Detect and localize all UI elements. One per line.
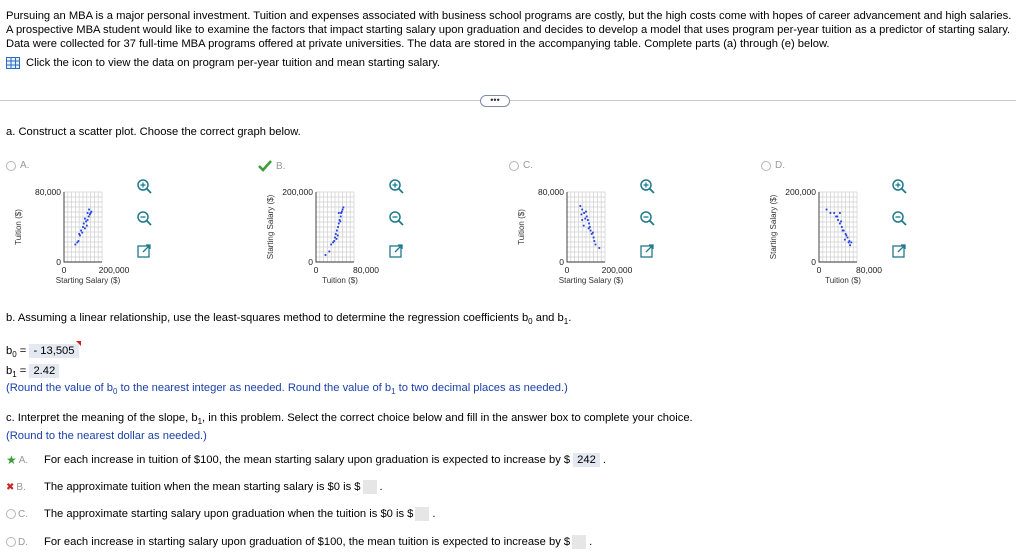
scatter-plot (759, 158, 1009, 298)
error-flag-icon (76, 341, 81, 346)
scatter-point (78, 240, 80, 242)
y-tick-label: 200,000 (785, 187, 816, 197)
x-tick-label: 80,000 (856, 265, 882, 275)
graph-option-b[interactable] (256, 158, 506, 298)
zoom-out-icon[interactable] (639, 210, 655, 226)
scatter-point (837, 219, 839, 221)
choice-period: . (432, 508, 436, 520)
choice-c[interactable] (6, 507, 436, 521)
choice-period: . (589, 536, 593, 548)
scatter-point (335, 233, 337, 235)
scatter-plot (4, 158, 254, 298)
scatter-point (79, 235, 81, 237)
open-window-icon[interactable] (388, 243, 404, 259)
radio-circle[interactable] (6, 537, 16, 547)
scatter-point (592, 232, 594, 234)
x-axis-label: Starting Salary ($) (55, 276, 121, 285)
radio-circle[interactable] (6, 509, 16, 519)
scatter-point (88, 216, 90, 218)
scatter-point (581, 219, 583, 221)
x-tick-zero: 0 (564, 265, 570, 275)
y-axis-label: Tuition ($) (517, 209, 526, 245)
scatter-point (586, 216, 588, 218)
scatter-point (337, 226, 339, 228)
choice-period: . (602, 454, 606, 466)
scatter-point (75, 244, 77, 246)
scatter-point (839, 212, 841, 214)
choice-marker[interactable] (6, 482, 44, 493)
graph-option-c[interactable] (507, 158, 757, 298)
x-tick-label: 80,000 (353, 265, 379, 275)
correct-star-icon: ★ (6, 453, 17, 467)
choice-answer-box[interactable] (363, 480, 377, 494)
expand-button[interactable]: ••• (480, 95, 510, 107)
choice-text: The approximate tuition when the mean starting salary is $0 is $ (44, 481, 361, 493)
scatter-point (841, 226, 843, 228)
scatter-point (836, 216, 838, 218)
scatter-point (82, 226, 84, 228)
choice-text: For each increase in starting salary upon graduation of $100, the mean tuition is expected to increase by $ (44, 536, 571, 548)
scatter-point (88, 209, 90, 211)
part-c-note: (Round to the nearest dollar as needed.) (6, 430, 207, 442)
graph-option-a[interactable] (4, 158, 254, 298)
scatter-point (583, 225, 585, 227)
scatter-point (584, 218, 586, 220)
scatter-point (840, 221, 842, 223)
b0-answer[interactable]: - 13,505 (29, 344, 78, 358)
scatter-point (579, 205, 581, 207)
scatter-point (598, 247, 600, 249)
part-b-prompt: b. Assuming a linear relationship, use the least-squares method to determine the regression coefficients $b_0$ and $b_1$. (6, 312, 572, 327)
y-tick-label: 80,000 (35, 187, 61, 197)
x-tick-zero: 0 (816, 265, 822, 275)
scatter-point (590, 230, 592, 232)
b0-row: $b_0$ = - 13,505 (6, 344, 79, 359)
scatter-point (833, 212, 835, 214)
y-tick-zero: 0 (308, 257, 313, 267)
scatter-point (80, 230, 82, 232)
scatter-point (337, 235, 339, 237)
scatter-point (848, 242, 850, 244)
zoom-in-icon[interactable] (136, 178, 152, 194)
choice-marker[interactable] (6, 453, 44, 467)
x-tick-label: 200,000 (98, 265, 130, 275)
scatter-point (81, 232, 83, 234)
scatter-point (587, 219, 589, 221)
scatter-point (342, 209, 344, 211)
scatter-point (86, 225, 88, 227)
part-b-note: (Round the value of $b_0$ to the nearest integer as needed. Round the value of $b_1$ to two decimal places as needed.) (6, 382, 568, 397)
scatter-point (583, 212, 585, 214)
x-axis-label: Starting Salary ($) (558, 276, 624, 285)
option-letter: A. (20, 160, 30, 171)
choice-answer-box[interactable] (415, 507, 429, 521)
scatter-plot (256, 158, 506, 298)
choice-marker[interactable] (6, 537, 44, 548)
scatter-point (581, 209, 583, 211)
data-link[interactable] (6, 57, 440, 69)
scatter-point (850, 242, 852, 244)
scatter-point (842, 230, 844, 232)
x-axis-label: Tuition ($) (825, 276, 861, 285)
y-tick-zero: 0 (559, 257, 564, 267)
scatter-point (585, 211, 587, 213)
zoom-out-icon[interactable] (388, 210, 404, 226)
choice-period: . (379, 481, 383, 493)
choice-a[interactable] (6, 453, 606, 467)
option-letter: C. (523, 160, 533, 171)
scatter-point (839, 223, 841, 225)
scatter-point (333, 240, 335, 242)
scatter-point (588, 228, 590, 230)
scatter-point (87, 212, 89, 214)
scatter-point (845, 235, 847, 237)
scatter-point (325, 254, 327, 256)
scatter-point (84, 218, 86, 220)
zoom-in-icon[interactable] (891, 178, 907, 194)
scatter-point (593, 240, 595, 242)
scatter-point (330, 244, 332, 246)
zoom-out-icon[interactable] (891, 210, 907, 226)
b1-row: $b_1 = 2.42$ (6, 364, 59, 379)
scatter-point (83, 223, 85, 225)
open-window-icon[interactable] (136, 243, 152, 259)
zoom-in-icon[interactable] (388, 178, 404, 194)
scatter-point (328, 251, 330, 253)
scatter-point (847, 237, 849, 239)
scatter-point (340, 212, 342, 214)
scatter-point (581, 214, 583, 216)
scatter-point (588, 223, 590, 225)
open-window-icon[interactable] (891, 243, 907, 259)
choice-text: The approximate starting salary upon graduation when the tuition is $0 is $ (44, 508, 414, 520)
b1-answer[interactable]: 2.42 (29, 364, 59, 378)
graph-option-d[interactable] (759, 158, 1009, 298)
choice-letter: D. (18, 536, 28, 548)
choice-letter: C. (18, 508, 28, 520)
scatter-point (84, 228, 86, 230)
part-a-prompt: a. Construct a scatter plot. Choose the correct graph below. (6, 126, 301, 138)
option-letter: B. (276, 160, 286, 172)
scatter-point (844, 239, 846, 241)
y-tick-zero: 0 (56, 257, 61, 267)
scatter-point (339, 221, 341, 223)
scatter-point (338, 223, 340, 225)
scatter-point (90, 211, 92, 213)
scatter-point (593, 237, 595, 239)
choice-answer-box[interactable]: 242 (573, 453, 600, 467)
scatter-point (85, 221, 87, 223)
scatter-point (336, 238, 338, 240)
x-axis-label: Tuition ($) (322, 276, 358, 285)
choice-answer-box[interactable] (572, 535, 586, 549)
y-tick-label: 200,000 (282, 187, 313, 197)
choice-letter: B. (16, 481, 26, 493)
y-tick-zero: 0 (811, 257, 816, 267)
zoom-out-icon[interactable] (136, 210, 152, 226)
scatter-point (830, 212, 832, 214)
problem-statement: Pursuing an MBA is a major personal investment. Tuition and expenses associated with business school programs are costly, but the high costs come with hopes of career advancement and high salaries. A prospective MBA student would like to examine the factors that impact starting salary upon graduation and decides to develop a model that uses program per-year tuition as a predictor of starting salary. Data were collected for 37 full-time MBA programs offered at private universities. The data are stored in the accompanying table. Complete parts (a) through (e) below. (6, 10, 1012, 50)
y-axis-label: Starting Salary ($) (769, 194, 778, 260)
scatter-point (89, 214, 91, 216)
scatter-point (338, 212, 340, 214)
choice-letter: A. (18, 454, 29, 466)
choice-d[interactable] (6, 535, 592, 549)
part-c-prompt: c. Interpret the meaning of the slope, $b_1$, in this problem. Select the correct choice below and fill in the answer box to complete your choice. (6, 412, 693, 427)
option-letter: D. (775, 160, 785, 171)
x-tick-zero: 0 (61, 265, 67, 275)
choice-b[interactable] (6, 480, 383, 494)
zoom-in-icon[interactable] (639, 178, 655, 194)
scatter-point (336, 230, 338, 232)
data-link-text[interactable]: Click the icon to view the data on program per-year tuition and mean starting salary. (26, 57, 440, 69)
choice-text: For each increase in tuition of $100, the mean starting salary upon graduation is expected to increase by $ (44, 454, 571, 466)
y-axis-label: Starting Salary ($) (266, 194, 275, 260)
scatter-point (340, 216, 342, 218)
scatter-point (849, 244, 851, 246)
table-icon[interactable] (6, 57, 20, 69)
scatter-point (595, 244, 597, 246)
incorrect-x-icon: ✖ (6, 481, 15, 493)
choice-marker[interactable] (6, 509, 44, 520)
scatter-point (826, 209, 828, 211)
scatter-plot (507, 158, 757, 298)
scatter-point (342, 207, 344, 209)
x-tick-zero: 0 (313, 265, 319, 275)
x-tick-label: 200,000 (601, 265, 633, 275)
open-window-icon[interactable] (639, 243, 655, 259)
y-axis-label: Tuition ($) (14, 209, 23, 245)
y-tick-label: 80,000 (538, 187, 564, 197)
